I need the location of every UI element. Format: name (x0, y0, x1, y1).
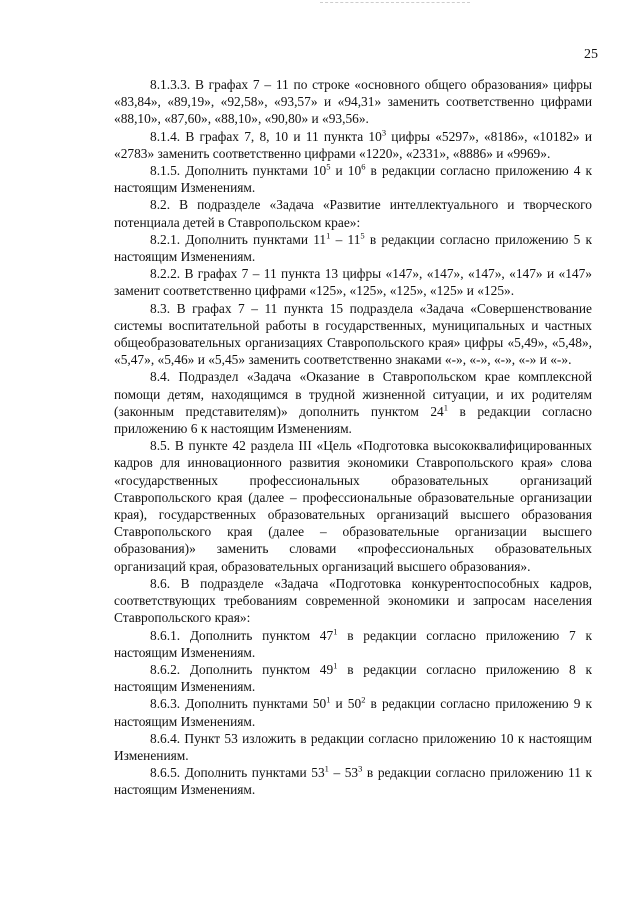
scan-artifact-mark (320, 2, 470, 6)
paragraph-p8-5 (114, 437, 592, 575)
superscript-index: 1 (326, 230, 331, 241)
page-number: 25 (584, 47, 598, 62)
paragraph-text: 8.3. В графах 7 – 11 пункта 15 подраздела «Задача «Совершенствование системы воспитательной работы в государственных, муниципальных и частных общеобразовательных организациях Ставропольского края» цифры «5,49», «5,48», «5,47», «5,46» и «5,45» заменить соответственно знаками «-», «-», «-», «-» и «-». (114, 300, 592, 368)
paragraph-text: 8.1.4. В графах 7, 8, 10 и 11 пункта 10 (150, 128, 382, 144)
paragraph-text: в редакции согласно приложению 5 к настоящим Изменениям. (114, 231, 593, 265)
paragraph-text: 8.6.4. Пункт 53 изложить в редакции согласно приложению 10 к настоящим Изменениям. (114, 730, 592, 763)
paragraph-text: в редакции согласно приложению 8 к настоящим Изменениям. (114, 661, 592, 695)
paragraph-p8-2 (114, 196, 592, 230)
paragraph-p8-6-5 (114, 764, 592, 798)
paragraph-text: 8.6.5. Дополнить пунктами 53 (150, 765, 325, 781)
superscript-index: 1 (333, 626, 338, 637)
paragraph-text: и 50 (330, 696, 362, 712)
paragraph-p8-6 (114, 575, 592, 627)
paragraph-p8-6-1 (114, 627, 592, 661)
paragraph-text: 8.2.2. В графах 7 – 11 пункта 13 цифры «147», «147», «147», «147» и «147» заменит соответственно цифрами «125», «125», «125», «125» и «125». (114, 266, 592, 299)
paragraph-p8-6-2 (114, 661, 592, 695)
paragraph-p8-6-3 (114, 695, 592, 729)
superscript-index: 2 (361, 694, 366, 705)
paragraph-text: 8.6.3. Дополнить пунктами 50 (150, 696, 327, 712)
paragraph-p8-1-3-3 (114, 76, 592, 128)
paragraph-text: 8.6.2. Дополнить пунктом 49 (150, 661, 334, 677)
paragraph-p8-6-4 (114, 730, 592, 764)
superscript-index: 3 (381, 127, 387, 138)
superscript-index: 1 (443, 402, 448, 413)
paragraph-text: в редакции согласно приложению 7 к настоящим Изменениям. (114, 627, 592, 660)
paragraph-text: 8.2. В подразделе «Задача «Развитие интеллектуального и творческого потенциала детей в Ставропольском крае»: (114, 197, 592, 230)
paragraph-text: 8.5. В пункте 42 раздела III «Цель «Подготовка высококвалифицированных кадров для инновационного развития экономики Ставропольского края» слова «государственных профессиональных образовательных организаций Ставропольского края (далее – профессиональные образовательные организации края), государственных образовательных организаций высшего образования Ставропольского края (далее – образовательные организации высшего образования)» заменить словами «профессиональных образовательных организаций края, образовательных организаций высшего образования». (114, 438, 592, 574)
paragraph-text: 8.6.1. Дополнить пунктом 47 (150, 627, 334, 643)
superscript-index: 1 (326, 694, 331, 705)
paragraph-p8-2-2 (114, 265, 592, 299)
paragraph-p8-4 (114, 368, 592, 437)
paragraph-text: 8.2.1. Дополнить пунктами 11 (150, 231, 327, 247)
paragraph-p8-1-5 (114, 162, 592, 196)
paragraph-text: цифры «5297», «8186», «10182» и «2783» заменить соответственно цифрами «1220», «2331», «8886» и «9969». (114, 128, 592, 161)
paragraph-text: в редакции согласно приложению 6 к настоящим Изменениям. (114, 403, 592, 437)
paragraph-text: и 10 (330, 163, 362, 179)
document-body (114, 76, 592, 799)
paragraph-text: в редакции согласно приложению 4 к настоящим Изменениям. (114, 163, 592, 196)
paragraph-text: 8.1.3.3. В графах 7 – 11 по строке «основного общего образования» цифры «83,84», «89,19», «92,58», «93,57» и «94,31» заменить соответственно цифрами «88,10», «87,60», «88,10», «90,80» и «93,56». (114, 77, 592, 127)
paragraph-text: 8.1.5. Дополнить пунктами 10 (150, 163, 327, 179)
paragraph-p8-1-4 (114, 128, 592, 162)
superscript-index: 5 (326, 161, 331, 172)
superscript-index: 1 (333, 660, 338, 671)
paragraph-text: в редакции согласно приложению 9 к настоящим Изменениям. (114, 696, 592, 729)
paragraph-p8-3 (114, 300, 592, 369)
superscript-index: 6 (361, 161, 366, 172)
paragraph-text: 8.4. Подраздел «Задача «Оказание в Ставропольском крае комплексной помощи детям, находящимся в трудной жизненной ситуации, и их родителям (законным представителям)» дополнить пунктом 24 (114, 369, 592, 419)
paragraph-text: в редакции согласно приложению 11 к настоящим Изменениям. (114, 765, 592, 798)
paragraph-text: 8.6. В подразделе «Задача «Подготовка конкурентоспособных кадров, соответствующих требованиям современной экономики и запросам населения Ставропольского края»: (114, 575, 592, 626)
paragraph-text: – 53 (328, 765, 359, 781)
superscript-index: 1 (324, 763, 329, 774)
paragraph-p8-2-1 (114, 231, 592, 265)
superscript-index: 3 (358, 763, 363, 774)
paragraph-text: – 11 (330, 231, 361, 247)
superscript-index: 5 (360, 230, 365, 241)
